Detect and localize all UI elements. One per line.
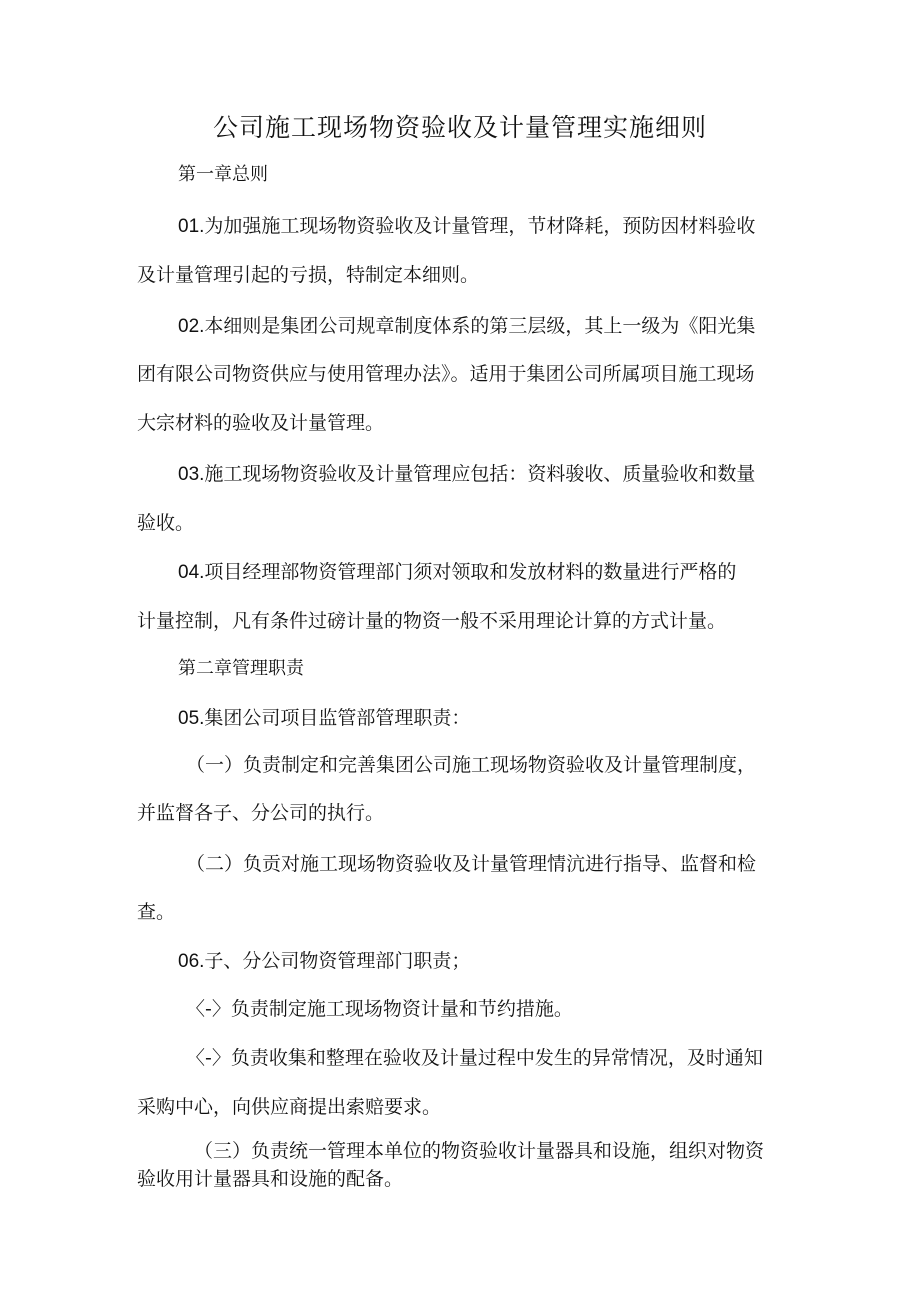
paragraph-04-line1 — [178, 559, 736, 586]
paragraph-06-line1 — [178, 948, 470, 975]
paragraph-02-number: 02. — [178, 316, 205, 337]
paragraph-03-text: 施工现场物资验收及计量管理应包括：资料骏收、质量验收和数量 — [204, 463, 756, 485]
paragraph-01-text: 为加强施工现场物资验收及计量管理，节材降耗，预防因材料验收 — [204, 215, 756, 237]
paragraph-02-line3: 大宗材料的验收及计量管理。 — [137, 412, 385, 434]
paragraph-05-line1 — [178, 705, 470, 732]
paragraph-04-text: 项目经理部物资管理部门须对领取和发放材料的数量进行严格的 — [204, 561, 737, 583]
document-title: 公司施工现场物资验收及计量管理实施细则 — [212, 113, 707, 142]
chapter2-heading: 第二章管理职责 — [178, 658, 304, 679]
paragraph-06-item1: 〈-〉负责制定施工现场物资计量和节约措施。 — [186, 998, 573, 1020]
paragraph-02-text: 本细则是集团公司规章制度体系的第三层级，其上一级为《阳光集 — [204, 315, 756, 337]
paragraph-06-item2-line2: 采购中心，向供应商提出索赔要求。 — [137, 1096, 442, 1118]
paragraph-05-item1-line1: （一）负责制定和完善集团公司施工现场物资验收及计量管理制度， — [186, 754, 757, 776]
paragraph-01-number: 01. — [178, 216, 205, 237]
paragraph-06-text: 子、分公司物资管理部门职责； — [204, 950, 471, 972]
paragraph-05-item1-line2: 并监督各子、分公司的执行。 — [137, 802, 385, 824]
paragraph-03-line1 — [178, 461, 755, 488]
paragraph-03-number: 03. — [178, 464, 205, 485]
paragraph-02-line2: 团有限公司物资供应与使用管理办法》。适用于集团公司所属项目施工现场 — [137, 363, 755, 385]
paragraph-04-line2: 计量控制，凡有条件过磅计量的物资一般不采用理论计算的方式计量。 — [137, 610, 727, 632]
paragraph-06-item3-line2: 验收用计量器具和设施的配备。 — [137, 1168, 404, 1190]
paragraph-06-item3-line1: （三）负责统一管理本单位的物资验收计量器具和设施，组织对物资 — [194, 1140, 765, 1162]
paragraph-05-text: 集团公司项目监管部管理职责： — [204, 707, 471, 729]
paragraph-05-item2-line1: （二）负贡对施工现场物资验收及计量管理情沆进行指导、监督和检 — [186, 853, 757, 875]
paragraph-04-number: 04. — [178, 562, 205, 583]
paragraph-01-line2: 及计量管理引起的亏损，特制定本细则。 — [137, 264, 480, 286]
paragraph-06-number: 06. — [178, 951, 205, 972]
chapter1-heading: 第一章总则 — [178, 164, 268, 185]
paragraph-06-item2-line1: 〈-〉负责收集和整理在验收及计量过程中发生的异常情况，及时通知 — [186, 1047, 763, 1069]
paragraph-03-line2: 验收。 — [137, 512, 195, 534]
paragraph-01-line1 — [178, 213, 755, 240]
paragraph-02-line1 — [178, 313, 755, 340]
paragraph-05-item2-line2: 查。 — [137, 901, 176, 923]
paragraph-05-number: 05. — [178, 708, 205, 729]
